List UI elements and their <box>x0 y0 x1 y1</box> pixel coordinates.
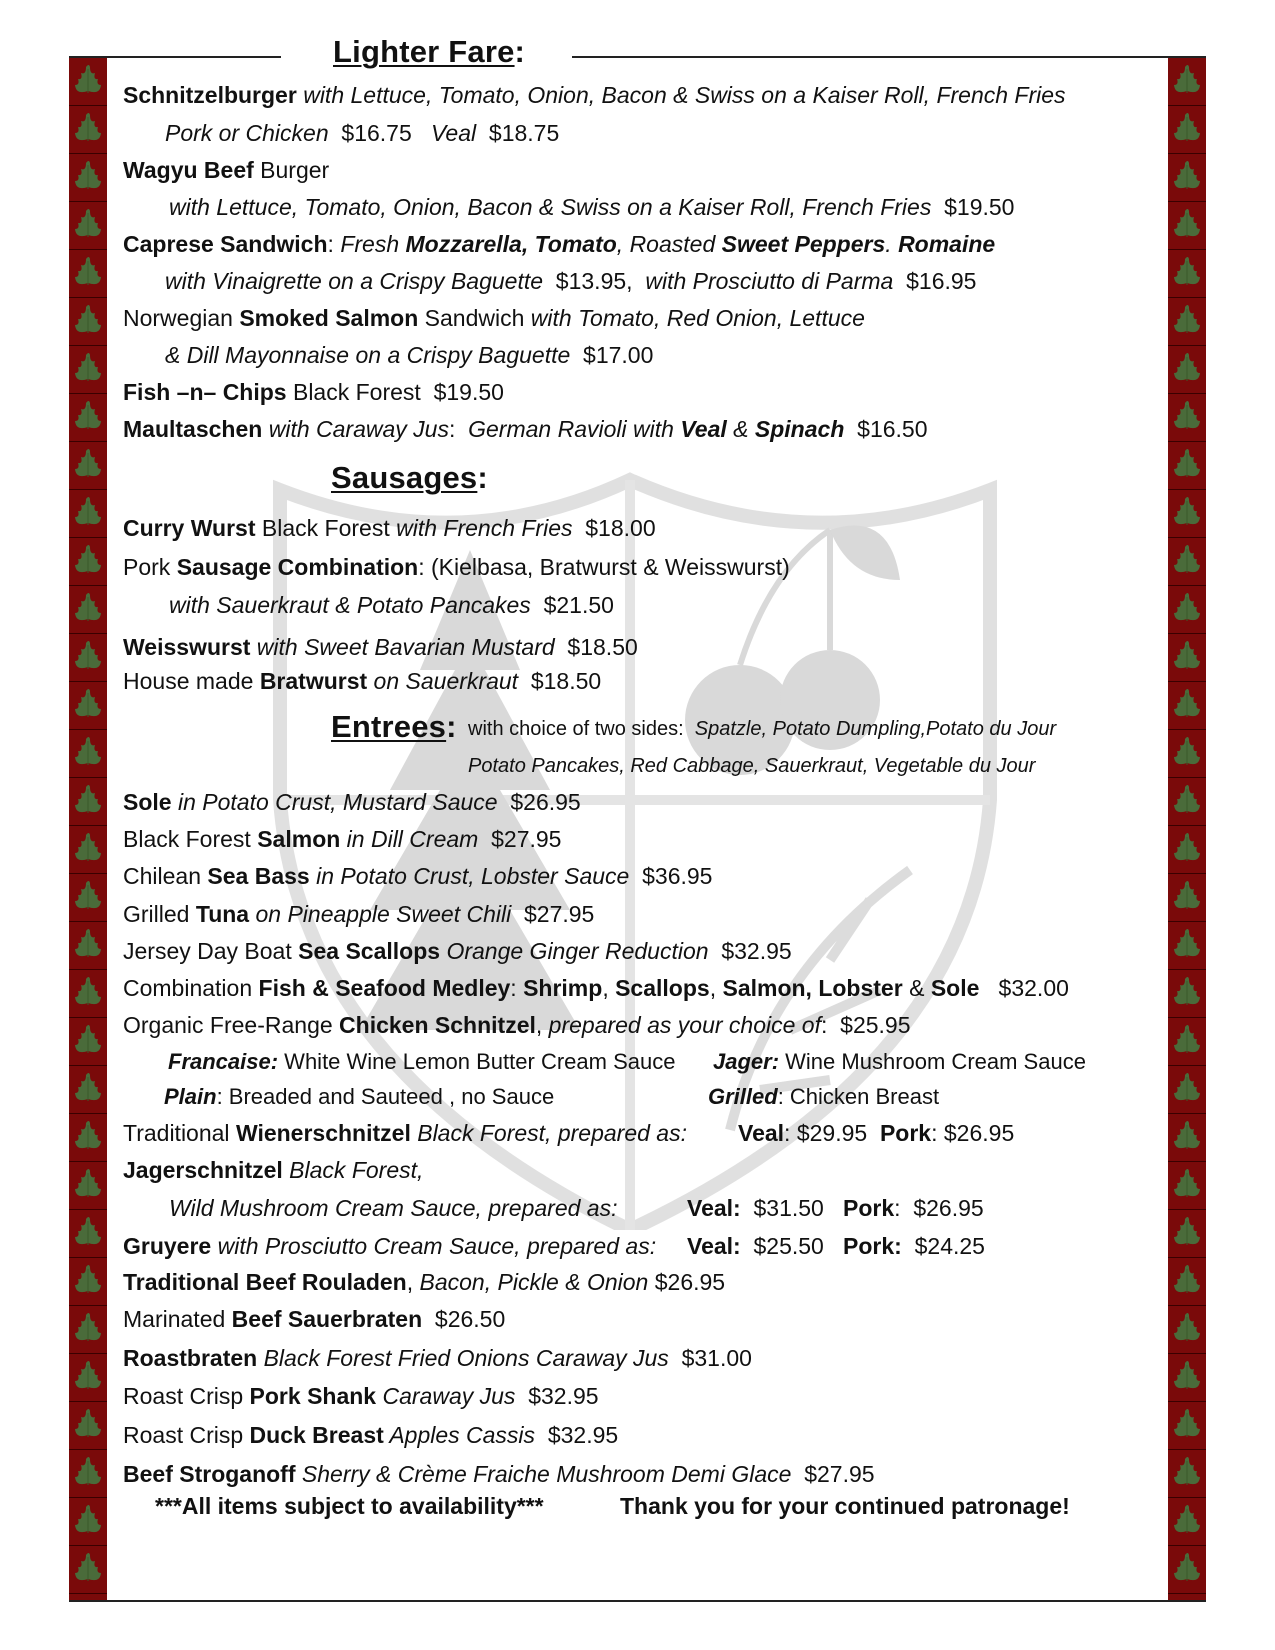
leaf-icon <box>1168 442 1206 490</box>
leaf-icon <box>1168 394 1206 442</box>
leaf-icon <box>69 922 107 970</box>
menu-item-sausage-combination-desc: with Sauerkraut & Potato Pancakes $21.50 <box>169 592 614 618</box>
leaf-icon <box>1168 1066 1206 1114</box>
menu-item-smoked-salmon-sandwich-desc: & Dill Mayonnaise on a Crispy Baguette $17.00 <box>165 342 654 368</box>
leaf-icon <box>69 826 107 874</box>
leaf-icon <box>1168 154 1206 202</box>
left-leaf-border <box>69 58 107 1600</box>
menu-item-jagerschnitzel: Jagerschnitzel Black Forest, <box>123 1157 424 1183</box>
menu-item-maultaschen: Maultaschen with Caraway Jus: German Ravioli with Veal & Spinach $16.50 <box>123 416 928 442</box>
menu-item-wagyu-burger-desc: with Lettuce, Tomato, Onion, Bacon & Swiss on a Kaiser Roll, French Fries $19.50 <box>169 194 1015 220</box>
leaf-icon <box>1168 538 1206 586</box>
leaf-icon <box>69 538 107 586</box>
leaf-icon <box>69 394 107 442</box>
entrees-sides-line2: Potato Pancakes, Red Cabbage, Sauerkraut, Vegetable du Jour <box>468 755 1036 777</box>
leaf-icon <box>69 730 107 778</box>
leaf-icon <box>69 970 107 1018</box>
section-heading-sausages: Sausages: <box>331 460 488 495</box>
leaf-icon <box>69 1114 107 1162</box>
leaf-icon <box>69 1066 107 1114</box>
leaf-icon <box>1168 1546 1206 1594</box>
menu-item-duck-breast: Roast Crisp Duck Breast Apples Cassis $32.95 <box>123 1422 619 1448</box>
leaf-icon <box>69 202 107 250</box>
leaf-icon <box>69 874 107 922</box>
menu-item-sauerbraten: Marinated Beef Sauerbraten $26.50 <box>123 1306 506 1332</box>
chicken-option-jager: Jager: Wine Mushroom Cream Sauce <box>713 1049 1086 1074</box>
section-heading-entrees: Entrees: <box>331 709 457 744</box>
leaf-icon <box>69 154 107 202</box>
leaf-icon <box>1168 634 1206 682</box>
menu-item-fish-n-chips: Fish –n– Chips Black Forest $19.50 <box>123 379 504 405</box>
jagerschnitzel-prices: Veal: $31.50 Pork: $26.95 <box>687 1195 984 1221</box>
menu-item-sole: Sole in Potato Crust, Mustard Sauce $26.95 <box>123 789 581 815</box>
leaf-icon <box>69 1402 107 1450</box>
leaf-icon <box>1168 250 1206 298</box>
menu-item-wagyu-burger: Wagyu Beef Burger <box>123 157 330 183</box>
leaf-icon <box>69 1162 107 1210</box>
leaf-icon <box>1168 1018 1206 1066</box>
leaf-icon <box>1168 970 1206 1018</box>
menu-item-sausage-combination: Pork Sausage Combination: (Kielbasa, Bratwurst & Weisswurst) <box>123 554 790 580</box>
menu-item-beef-stroganoff: Beef Stroganoff Sherry & Crème Fraiche Mushroom Demi Glace $27.95 <box>123 1461 875 1487</box>
menu-item-chicken-schnitzel: Organic Free-Range Chicken Schnitzel, prepared as your choice of: $25.95 <box>123 1012 911 1038</box>
leaf-icon <box>69 1450 107 1498</box>
leaf-icon <box>1168 922 1206 970</box>
menu-item-roastbraten: Roastbraten Black Forest Fried Onions Caraway Jus $31.00 <box>123 1345 752 1371</box>
menu-item-pork-shank: Roast Crisp Pork Shank Caraway Jus $32.95 <box>123 1383 599 1409</box>
leaf-icon <box>1168 346 1206 394</box>
leaf-icon <box>69 106 107 154</box>
top-rule-left <box>69 56 281 58</box>
leaf-icon <box>1168 1114 1206 1162</box>
leaf-icon <box>69 1210 107 1258</box>
leaf-icon <box>69 1354 107 1402</box>
leaf-icon <box>69 298 107 346</box>
chicken-option-grilled: Grilled: Chicken Breast <box>708 1084 940 1109</box>
leaf-icon <box>1168 730 1206 778</box>
leaf-icon <box>69 1018 107 1066</box>
bottom-rule <box>69 1600 1206 1602</box>
leaf-icon <box>69 1498 107 1546</box>
gruyere-prices: Veal: $25.50 Pork: $24.25 <box>687 1233 985 1259</box>
leaf-icon <box>1168 490 1206 538</box>
leaf-icon <box>1168 682 1206 730</box>
leaf-icon <box>1168 586 1206 634</box>
menu-item-sea-bass: Chilean Sea Bass in Potato Crust, Lobster Sauce $36.95 <box>123 863 713 889</box>
leaf-icon <box>1168 1498 1206 1546</box>
menu-item-caprese-sandwich: Caprese Sandwich: Fresh Mozzarella, Tomato, Roasted Sweet Peppers. Romaine <box>123 231 996 257</box>
leaf-icon <box>69 58 107 106</box>
leaf-icon <box>69 586 107 634</box>
leaf-icon <box>1168 778 1206 826</box>
leaf-icon <box>69 682 107 730</box>
thank-you-note: Thank you for your continued patronage! <box>620 1493 1070 1519</box>
menu-item-schnitzelburger-prices: Pork or Chicken $16.75 Veal $18.75 <box>165 120 560 146</box>
menu-item-tuna: Grilled Tuna on Pineapple Sweet Chili $27.95 <box>123 901 595 927</box>
menu-item-weisswurst: Weisswurst with Sweet Bavarian Mustard $18.50 <box>123 634 638 660</box>
leaf-icon <box>1168 298 1206 346</box>
right-leaf-border <box>1168 58 1206 1600</box>
leaf-icon <box>1168 1306 1206 1354</box>
menu-item-bratwurst: House made Bratwurst on Sauerkraut $18.50 <box>123 668 602 694</box>
leaf-icon <box>1168 1258 1206 1306</box>
chicken-option-plain: Plain: Breaded and Sauteed , no Sauce <box>164 1084 555 1109</box>
leaf-icon <box>69 442 107 490</box>
menu-item-salmon: Black Forest Salmon in Dill Cream $27.95 <box>123 826 562 852</box>
wienerschnitzel-prices: Veal: $29.95 Pork: $26.95 <box>738 1120 1015 1146</box>
leaf-icon <box>1168 874 1206 922</box>
leaf-icon <box>1168 106 1206 154</box>
menu-item-seafood-medley: Combination Fish & Seafood Medley: Shrimp, Scallops, Salmon, Lobster & Sole $32.00 <box>123 975 1069 1001</box>
availability-note: ***All items subject to availability*** <box>155 1493 544 1519</box>
menu-item-schnitzelburger: Schnitzelburger with Lettuce, Tomato, Onion, Bacon & Swiss on a Kaiser Roll, French Fries <box>123 82 1066 108</box>
top-rule-right <box>572 56 1206 58</box>
menu-item-wienerschnitzel: Traditional Wienerschnitzel Black Forest, prepared as: <box>123 1120 687 1146</box>
menu-item-curry-wurst: Curry Wurst Black Forest with French Fries $18.00 <box>123 515 656 541</box>
leaf-icon <box>1168 1402 1206 1450</box>
leaf-icon <box>69 1258 107 1306</box>
leaf-icon <box>1168 58 1206 106</box>
section-heading-lighter-fare: Lighter Fare: <box>333 34 526 69</box>
menu-item-gruyere: Gruyere with Prosciutto Cream Sauce, prepared as: <box>123 1233 657 1259</box>
leaf-icon <box>69 778 107 826</box>
entrees-sides-line1: with choice of two sides: Spatzle, Potato Dumpling,Potato du Jour <box>468 718 1057 740</box>
leaf-icon <box>1168 1210 1206 1258</box>
leaf-icon <box>1168 826 1206 874</box>
leaf-icon <box>1168 1450 1206 1498</box>
leaf-icon <box>69 490 107 538</box>
leaf-icon <box>1168 202 1206 250</box>
leaf-icon <box>69 1306 107 1354</box>
leaf-icon <box>69 250 107 298</box>
leaf-icon <box>69 634 107 682</box>
menu-item-smoked-salmon-sandwich: Norwegian Smoked Salmon Sandwich with Tomato, Red Onion, Lettuce <box>123 305 865 331</box>
leaf-icon <box>69 1546 107 1594</box>
menu-item-sea-scallops: Jersey Day Boat Sea Scallops Orange Ginger Reduction $32.95 <box>123 938 792 964</box>
leaf-icon <box>1168 1354 1206 1402</box>
menu-item-jagerschnitzel-desc: Wild Mushroom Cream Sauce, prepared as: <box>169 1195 618 1221</box>
chicken-option-francaise: Francaise: White Wine Lemon Butter Cream Sauce <box>168 1049 676 1074</box>
menu-item-caprese-sandwich-desc: with Vinaigrette on a Crispy Baguette $13.95, with Prosciutto di Parma $16.95 <box>165 268 977 294</box>
menu-item-beef-rouladen: Traditional Beef Rouladen, Bacon, Pickle & Onion $26.95 <box>123 1269 726 1295</box>
leaf-icon <box>69 346 107 394</box>
leaf-icon <box>1168 1162 1206 1210</box>
